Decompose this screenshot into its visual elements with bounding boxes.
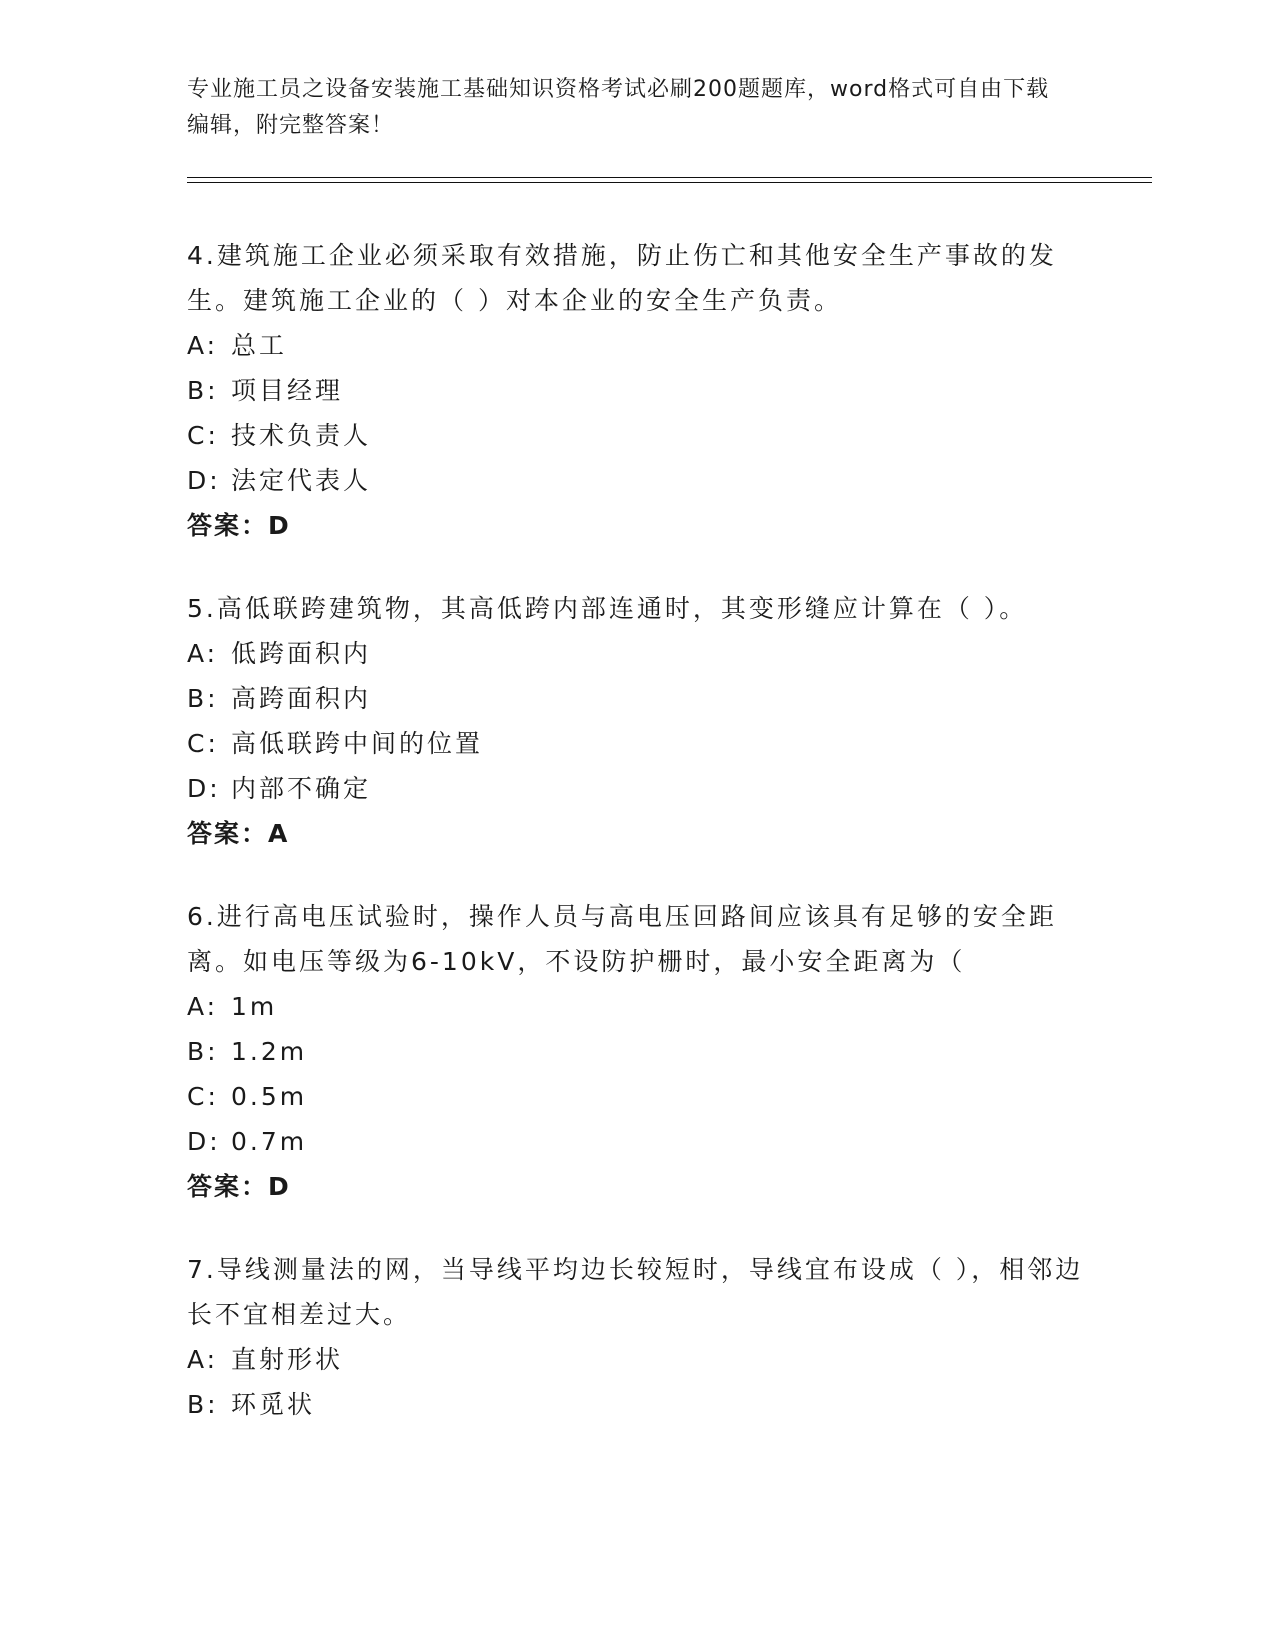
option-letter: D: <box>187 1127 221 1156</box>
question-text: 4.建筑施工企业必须采取有效措施，防止伤亡和其他安全生产事故的发生。建筑施工企业的（ ）对本企业的安全生产负责。 <box>187 241 1057 315</box>
option-letter: B: <box>187 1037 219 1066</box>
header-divider-top <box>187 177 1152 178</box>
option-text: 1m <box>231 992 278 1021</box>
question-item <box>187 233 1087 548</box>
option-letter: C: <box>187 421 219 450</box>
question-list <box>187 233 1087 1465</box>
option-text: 环觅状 <box>231 1390 316 1419</box>
option-a <box>187 984 1087 1029</box>
option-text: 高低联跨中间的位置 <box>231 729 484 758</box>
option-text: 项目经理 <box>231 376 344 405</box>
option-a <box>187 323 1087 368</box>
option-text: 0.7m <box>231 1127 308 1156</box>
option-a <box>187 631 1087 676</box>
option-c <box>187 1074 1087 1119</box>
option-d <box>187 1119 1087 1164</box>
option-text: 总工 <box>231 331 288 360</box>
option-text: 低跨面积内 <box>231 639 372 668</box>
option-letter: B: <box>187 376 219 405</box>
option-text: 直射形状 <box>231 1345 344 1374</box>
option-letter: C: <box>187 1082 219 1111</box>
option-letter: C: <box>187 729 219 758</box>
option-c <box>187 413 1087 458</box>
option-letter: D: <box>187 774 221 803</box>
option-letter: B: <box>187 684 219 713</box>
option-letter: D: <box>187 466 221 495</box>
question-item <box>187 586 1087 856</box>
question-text: 6.进行高电压试验时，操作人员与高电压回路间应该具有足够的安全距离。如电压等级为6-10kV，不设防护栅时，最小安全距离为（ <box>187 902 1057 976</box>
answer-text: 答案：D <box>187 1172 291 1201</box>
option-d <box>187 458 1087 503</box>
option-text: 技术负责人 <box>231 421 372 450</box>
option-letter: A: <box>187 639 219 668</box>
option-letter: A: <box>187 331 219 360</box>
option-b <box>187 1029 1087 1074</box>
document-header: 专业施工员之设备安装施工基础知识资格考试必刷200题题库，word格式可自由下载编辑，附完整答案！ <box>187 77 1050 138</box>
option-letter: B: <box>187 1390 219 1419</box>
option-letter: A: <box>187 992 219 1021</box>
question-item <box>187 1247 1087 1427</box>
option-b <box>187 1382 1087 1427</box>
option-text: 内部不确定 <box>231 774 372 803</box>
option-letter: A: <box>187 1345 219 1374</box>
option-b <box>187 368 1087 413</box>
option-b <box>187 676 1087 721</box>
question-item <box>187 894 1087 1209</box>
option-c <box>187 721 1087 766</box>
header-divider-bottom <box>187 182 1152 183</box>
option-text: 法定代表人 <box>231 466 372 495</box>
question-text: 7.导线测量法的网，当导线平均边长较短时，导线宜布设成（ ），相邻边长不宜相差过大。 <box>187 1255 1084 1329</box>
option-text: 0.5m <box>231 1082 308 1111</box>
option-text: 1.2m <box>231 1037 308 1066</box>
answer-text: 答案：A <box>187 819 290 848</box>
option-text: 高跨面积内 <box>231 684 372 713</box>
question-text: 5.高低联跨建筑物，其高低跨内部连通时，其变形缝应计算在（ ）。 <box>187 594 1028 623</box>
option-a <box>187 1337 1087 1382</box>
option-d <box>187 766 1087 811</box>
answer-text: 答案：D <box>187 511 291 540</box>
